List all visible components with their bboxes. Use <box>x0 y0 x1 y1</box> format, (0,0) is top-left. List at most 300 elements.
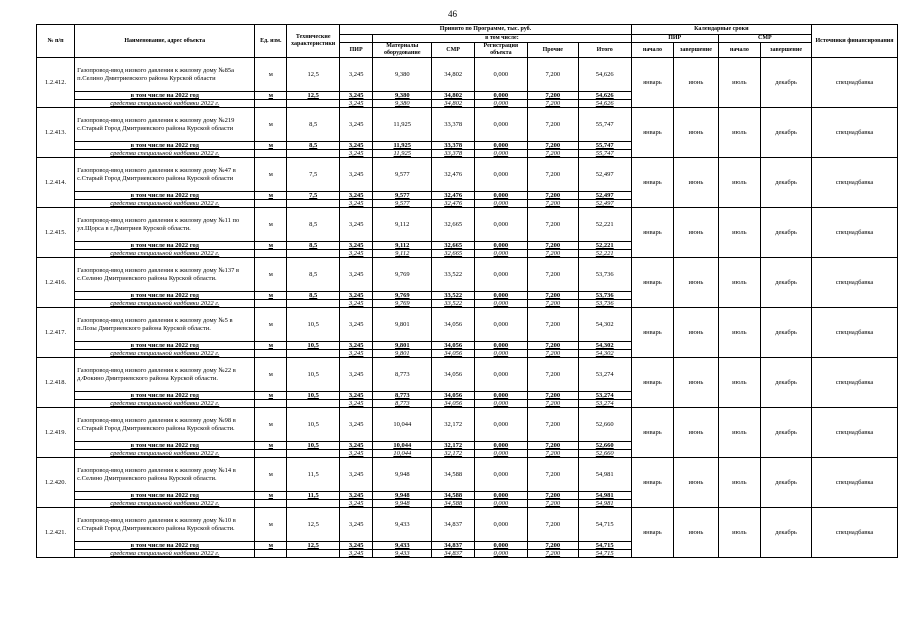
calendar-group-header: Календарные сроки <box>631 25 811 35</box>
pir-cell: 3,245 <box>340 200 373 208</box>
source-cell: спецнадбавка <box>812 458 898 508</box>
registration-cell: 0,000 <box>474 450 527 458</box>
materials-cell: 8,773 <box>373 400 432 408</box>
object-name: Газопровод-ввод низкого давления к жилому дому №219 с.Старый Город Дмитриевского района Курской области <box>75 108 255 142</box>
smr-cell: 32,476 <box>432 158 474 192</box>
unit-cell: м <box>255 508 287 542</box>
col-pir-start-header: начало <box>631 43 673 58</box>
col-pir-end-header: завершение <box>674 43 719 58</box>
pir-cell: 3,245 <box>340 458 373 492</box>
other-cell: 7,200 <box>527 92 578 100</box>
tech-cell: 8,5 <box>287 142 340 150</box>
tech-cell: 8,5 <box>287 292 340 300</box>
row-number: 1.2.414. <box>37 158 75 208</box>
total-cell: 54,715 <box>578 542 631 550</box>
row-number: 1.2.421. <box>37 508 75 558</box>
materials-cell: 9,577 <box>373 192 432 200</box>
registration-cell: 0,000 <box>474 258 527 292</box>
other-cell: 7,200 <box>527 242 578 250</box>
pir-cell: 3,245 <box>340 250 373 258</box>
pir-end-cell: июнь <box>674 108 719 158</box>
pir-cell: 3,245 <box>340 400 373 408</box>
calendar-pir-header: ПИР <box>631 35 718 43</box>
smr-cell: 33,378 <box>432 150 474 158</box>
smr-cell: 34,056 <box>432 308 474 342</box>
smr-cell: 34,588 <box>432 458 474 492</box>
registration-cell: 0,000 <box>474 358 527 392</box>
smr-end-cell: декабрь <box>761 308 812 358</box>
object-name: Газопровод-ввод низкого давления к жилому дому №47 в с.Старый Город Дмитриевского района Курской области <box>75 158 255 192</box>
pir-end-cell: июнь <box>674 408 719 458</box>
pir-end-cell: июнь <box>674 158 719 208</box>
smr-cell: 32,172 <box>432 450 474 458</box>
materials-cell: 11,925 <box>373 108 432 142</box>
unit-cell: м <box>255 408 287 442</box>
smr-cell: 34,056 <box>432 400 474 408</box>
other-cell: 7,200 <box>527 300 578 308</box>
total-cell: 52,221 <box>578 242 631 250</box>
smr-cell: 34,837 <box>432 508 474 542</box>
special-fund-label: средства специальной надбавки 2022 г. <box>75 450 255 458</box>
materials-cell: 9,948 <box>373 458 432 492</box>
smr-start-cell: июль <box>718 208 760 258</box>
object-name: Газопровод-ввод низкого давления к жилому дому №85а п.Селино Дмитриевского района Курской области <box>75 58 255 92</box>
tech-cell: 7,5 <box>287 192 340 200</box>
source-cell: спецнадбавка <box>812 58 898 108</box>
total-cell: 52,497 <box>578 192 631 200</box>
smr-cell: 33,522 <box>432 292 474 300</box>
smr-cell: 32,476 <box>432 192 474 200</box>
materials-cell: 10,044 <box>373 450 432 458</box>
pir-start-cell: январь <box>631 158 673 208</box>
registration-cell: 0,000 <box>474 200 527 208</box>
registration-cell: 0,000 <box>474 342 527 350</box>
materials-cell: 11,925 <box>373 142 432 150</box>
pir-start-cell: январь <box>631 408 673 458</box>
pir-end-cell: июнь <box>674 458 719 508</box>
registration-cell: 0,000 <box>474 292 527 300</box>
unit-cell: м <box>255 108 287 142</box>
tech-cell: 12,5 <box>287 58 340 92</box>
year-2022-label: в том числе на 2022 год <box>75 92 255 100</box>
pir-cell: 3,245 <box>340 450 373 458</box>
other-cell: 7,200 <box>527 208 578 242</box>
smr-start-cell: июль <box>718 108 760 158</box>
smr-cell: 34,837 <box>432 550 474 558</box>
smr-cell: 32,476 <box>432 200 474 208</box>
other-cell: 7,200 <box>527 58 578 92</box>
smr-cell: 34,588 <box>432 500 474 508</box>
page-number: 46 <box>448 9 457 19</box>
smr-cell: 33,378 <box>432 142 474 150</box>
pir-cell: 3,245 <box>340 300 373 308</box>
materials-cell: 10,044 <box>373 442 432 450</box>
tech-cell <box>287 250 340 258</box>
row-number: 1.2.420. <box>37 458 75 508</box>
total-cell: 54,715 <box>578 550 631 558</box>
registration-cell: 0,000 <box>474 392 527 400</box>
object-name: Газопровод-ввод низкого давления к жилому дому №11 по ул.Щорса в г.Дмитриев Курской области. <box>75 208 255 242</box>
materials-cell: 9,948 <box>373 492 432 500</box>
smr-cell: 32,665 <box>432 208 474 242</box>
tech-cell: 12,5 <box>287 92 340 100</box>
year-2022-label: в том числе на 2022 год <box>75 142 255 150</box>
registration-cell: 0,000 <box>474 142 527 150</box>
pir-cell: 3,245 <box>340 58 373 92</box>
pir-cell: 3,245 <box>340 108 373 142</box>
year-2022-label: в том числе на 2022 год <box>75 492 255 500</box>
materials-cell: 9,801 <box>373 308 432 342</box>
total-cell: 54,981 <box>578 500 631 508</box>
other-cell: 7,200 <box>527 158 578 192</box>
tech-cell <box>287 500 340 508</box>
pir-cell: 3,245 <box>340 500 373 508</box>
materials-cell: 8,773 <box>373 392 432 400</box>
total-cell: 53,736 <box>578 258 631 292</box>
other-cell: 7,200 <box>527 108 578 142</box>
tech-cell: 8,5 <box>287 242 340 250</box>
registration-cell: 0,000 <box>474 542 527 550</box>
registration-cell: 0,000 <box>474 350 527 358</box>
tech-cell <box>287 150 340 158</box>
total-cell: 55,747 <box>578 142 631 150</box>
tech-cell: 10,5 <box>287 342 340 350</box>
other-cell: 7,200 <box>527 450 578 458</box>
tech-cell: 10,5 <box>287 408 340 442</box>
registration-cell: 0,000 <box>474 300 527 308</box>
table-row <box>37 208 898 242</box>
calendar-smr-header: СМР <box>718 35 811 43</box>
smr-cell: 34,802 <box>432 100 474 108</box>
source-cell: спецнадбавка <box>812 308 898 358</box>
tech-cell <box>287 450 340 458</box>
table-row <box>37 58 898 92</box>
unit-cell: м <box>255 492 287 500</box>
table-row <box>37 358 898 392</box>
smr-cell: 34,056 <box>432 350 474 358</box>
col-tech-header: Технические характеристики <box>287 25 340 58</box>
tech-cell <box>287 200 340 208</box>
table-row <box>37 458 898 492</box>
pir-start-cell: январь <box>631 58 673 108</box>
total-cell: 54,981 <box>578 458 631 492</box>
other-cell: 7,200 <box>527 542 578 550</box>
year-2022-label: в том числе на 2022 год <box>75 542 255 550</box>
col-smr-start-header: начало <box>718 43 760 58</box>
unit-cell <box>255 400 287 408</box>
registration-cell: 0,000 <box>474 442 527 450</box>
smr-end-cell: декабрь <box>761 108 812 158</box>
registration-cell: 0,000 <box>474 208 527 242</box>
object-name: Газопровод-ввод низкого давления к жилому дому №137 в с.Селино Дмитриевского района Курской области. <box>75 258 255 292</box>
other-cell: 7,200 <box>527 100 578 108</box>
smr-cell: 33,522 <box>432 258 474 292</box>
accepted-group-header: Принято по Программе, тыс. руб. <box>340 25 632 35</box>
materials-cell: 9,112 <box>373 250 432 258</box>
other-cell: 7,200 <box>527 342 578 350</box>
unit-cell: м <box>255 342 287 350</box>
total-cell: 54,626 <box>578 58 631 92</box>
table-row <box>37 108 898 142</box>
col-registration-header: Регистрация объекта <box>474 43 527 58</box>
table-row <box>37 258 898 292</box>
special-fund-label: средства специальной надбавки 2022 г. <box>75 400 255 408</box>
total-cell: 52,660 <box>578 450 631 458</box>
tech-cell: 8,5 <box>287 108 340 142</box>
unit-cell <box>255 350 287 358</box>
smr-end-cell: декабрь <box>761 58 812 108</box>
pir-cell: 3,245 <box>340 142 373 150</box>
other-cell: 7,200 <box>527 508 578 542</box>
col-total-header: Итого <box>578 43 631 58</box>
object-name: Газопровод-ввод низкого давления к жилому дому №10 в с.Старый Город Дмитриевского района Курской области. <box>75 508 255 542</box>
unit-cell <box>255 250 287 258</box>
materials-cell: 8,773 <box>373 358 432 392</box>
total-cell: 54,302 <box>578 342 631 350</box>
materials-cell: 10,044 <box>373 408 432 442</box>
pir-start-cell: январь <box>631 258 673 308</box>
smr-cell: 34,056 <box>432 342 474 350</box>
tech-cell: 8,5 <box>287 258 340 292</box>
source-cell: спецнадбавка <box>812 108 898 158</box>
table-row <box>37 408 898 442</box>
pir-cell: 3,245 <box>340 492 373 500</box>
col-pir-header: ПИР <box>340 43 373 58</box>
smr-cell: 34,802 <box>432 58 474 92</box>
pir-cell: 3,245 <box>340 158 373 192</box>
source-cell: спецнадбавка <box>812 158 898 208</box>
tech-cell: 12,5 <box>287 542 340 550</box>
registration-cell: 0,000 <box>474 408 527 442</box>
program-table <box>36 24 898 558</box>
registration-cell: 0,000 <box>474 250 527 258</box>
materials-cell: 9,112 <box>373 242 432 250</box>
pir-start-cell: январь <box>631 508 673 558</box>
total-cell: 54,626 <box>578 100 631 108</box>
smr-end-cell: декабрь <box>761 508 812 558</box>
special-fund-label: средства специальной надбавки 2022 г. <box>75 250 255 258</box>
unit-cell: м <box>255 458 287 492</box>
smr-start-cell: июль <box>718 258 760 308</box>
smr-cell: 34,056 <box>432 392 474 400</box>
table-row <box>37 508 898 542</box>
smr-end-cell: декабрь <box>761 158 812 208</box>
col-number-header: № п/п <box>37 25 75 58</box>
smr-cell: 34,588 <box>432 492 474 500</box>
pir-start-cell: январь <box>631 358 673 408</box>
special-fund-label: средства специальной надбавки 2022 г. <box>75 200 255 208</box>
unit-cell: м <box>255 58 287 92</box>
materials-cell: 9,112 <box>373 208 432 242</box>
registration-cell: 0,000 <box>474 92 527 100</box>
object-name: Газопровод-ввод низкого давления к жилому дому №98 в с.Старый Город Дмитриевского района Курской области. <box>75 408 255 442</box>
smr-end-cell: декабрь <box>761 408 812 458</box>
tech-cell: 11,5 <box>287 458 340 492</box>
other-cell: 7,200 <box>527 258 578 292</box>
pir-start-cell: январь <box>631 458 673 508</box>
other-cell: 7,200 <box>527 500 578 508</box>
source-cell: спецнадбавка <box>812 358 898 408</box>
pir-cell: 3,245 <box>340 292 373 300</box>
col-name-header: Наименование, адрес объекта <box>75 25 255 58</box>
pir-cell: 3,245 <box>340 100 373 108</box>
special-fund-label: средства специальной надбавки 2022 г. <box>75 300 255 308</box>
pir-cell: 3,245 <box>340 150 373 158</box>
other-cell: 7,200 <box>527 250 578 258</box>
tech-cell <box>287 400 340 408</box>
smr-start-cell: июль <box>718 508 760 558</box>
materials-cell: 9,769 <box>373 292 432 300</box>
smr-cell: 32,665 <box>432 242 474 250</box>
materials-cell: 9,380 <box>373 58 432 92</box>
smr-start-cell: июль <box>718 458 760 508</box>
smr-cell: 34,837 <box>432 542 474 550</box>
total-cell: 54,715 <box>578 508 631 542</box>
unit-cell <box>255 100 287 108</box>
pir-cell: 3,245 <box>340 92 373 100</box>
unit-cell <box>255 200 287 208</box>
materials-cell: 9,577 <box>373 200 432 208</box>
other-cell: 7,200 <box>527 358 578 392</box>
total-cell: 52,497 <box>578 200 631 208</box>
unit-cell <box>255 550 287 558</box>
total-cell: 54,302 <box>578 350 631 358</box>
registration-cell: 0,000 <box>474 492 527 500</box>
materials-cell: 9,769 <box>373 258 432 292</box>
other-cell: 7,200 <box>527 458 578 492</box>
col-smr-end-header: завершение <box>761 43 812 58</box>
registration-cell: 0,000 <box>474 308 527 342</box>
total-cell: 52,221 <box>578 250 631 258</box>
other-cell: 7,200 <box>527 400 578 408</box>
tech-cell <box>287 100 340 108</box>
row-number: 1.2.417. <box>37 308 75 358</box>
materials-cell: 9,380 <box>373 100 432 108</box>
tech-cell <box>287 550 340 558</box>
tech-cell <box>287 350 340 358</box>
smr-cell: 34,056 <box>432 358 474 392</box>
materials-cell: 9,577 <box>373 158 432 192</box>
unit-cell <box>255 300 287 308</box>
unit-cell: м <box>255 158 287 192</box>
total-cell: 52,660 <box>578 408 631 442</box>
unit-cell: м <box>255 292 287 300</box>
total-cell: 52,221 <box>578 208 631 242</box>
registration-cell: 0,000 <box>474 400 527 408</box>
pir-end-cell: июнь <box>674 58 719 108</box>
smr-start-cell: июль <box>718 58 760 108</box>
program-table-frame <box>36 24 898 558</box>
pir-cell: 3,245 <box>340 358 373 392</box>
total-cell: 53,736 <box>578 292 631 300</box>
smr-start-cell: июль <box>718 308 760 358</box>
object-name: Газопровод-ввод низкого давления к жилому дому №5 в п.Лозы Дмитриевского района Курской области. <box>75 308 255 342</box>
unit-cell: м <box>255 358 287 392</box>
tech-cell: 10,5 <box>287 308 340 342</box>
pir-end-cell: июнь <box>674 208 719 258</box>
total-cell: 54,302 <box>578 308 631 342</box>
pir-cell: 3,245 <box>340 258 373 292</box>
tech-cell: 12,5 <box>287 508 340 542</box>
smr-end-cell: декабрь <box>761 458 812 508</box>
pir-cell: 3,245 <box>340 408 373 442</box>
pir-end-cell: июнь <box>674 258 719 308</box>
registration-cell: 0,000 <box>474 150 527 158</box>
col-source-header: Источники финансирования <box>812 25 898 58</box>
unit-cell <box>255 500 287 508</box>
year-2022-label: в том числе на 2022 год <box>75 442 255 450</box>
source-cell: спецнадбавка <box>812 408 898 458</box>
pir-start-cell: январь <box>631 308 673 358</box>
materials-cell: 11,925 <box>373 150 432 158</box>
year-2022-label: в том числе на 2022 год <box>75 292 255 300</box>
table-row <box>37 308 898 342</box>
other-cell: 7,200 <box>527 350 578 358</box>
smr-cell: 33,378 <box>432 108 474 142</box>
registration-cell: 0,000 <box>474 100 527 108</box>
total-cell: 53,274 <box>578 392 631 400</box>
other-cell: 7,200 <box>527 392 578 400</box>
row-number: 1.2.412. <box>37 58 75 108</box>
smr-cell: 34,802 <box>432 92 474 100</box>
registration-cell: 0,000 <box>474 58 527 92</box>
total-cell: 53,274 <box>578 400 631 408</box>
year-2022-label: в том числе на 2022 год <box>75 392 255 400</box>
other-cell: 7,200 <box>527 442 578 450</box>
total-cell: 52,497 <box>578 158 631 192</box>
materials-cell: 9,801 <box>373 342 432 350</box>
pir-start-cell: январь <box>631 108 673 158</box>
unit-cell: м <box>255 192 287 200</box>
total-cell: 55,747 <box>578 150 631 158</box>
col-materials-header: Материалы оборудование <box>373 43 432 58</box>
smr-start-cell: июль <box>718 408 760 458</box>
materials-cell: 9,380 <box>373 92 432 100</box>
materials-cell: 9,433 <box>373 508 432 542</box>
unit-cell <box>255 150 287 158</box>
special-fund-label: средства специальной надбавки 2022 г. <box>75 550 255 558</box>
tech-cell <box>287 300 340 308</box>
unit-cell: м <box>255 208 287 242</box>
registration-cell: 0,000 <box>474 158 527 192</box>
registration-cell: 0,000 <box>474 508 527 542</box>
materials-cell: 9,801 <box>373 350 432 358</box>
tech-cell: 10,5 <box>287 442 340 450</box>
program-table-body <box>37 58 898 558</box>
unit-cell: м <box>255 142 287 150</box>
source-cell: спецнадбавка <box>812 508 898 558</box>
other-cell: 7,200 <box>527 150 578 158</box>
unit-cell: м <box>255 442 287 450</box>
registration-cell: 0,000 <box>474 550 527 558</box>
total-cell: 52,660 <box>578 442 631 450</box>
registration-cell: 0,000 <box>474 242 527 250</box>
total-cell: 53,274 <box>578 358 631 392</box>
row-number: 1.2.416. <box>37 258 75 308</box>
smr-cell: 32,172 <box>432 408 474 442</box>
other-cell: 7,200 <box>527 308 578 342</box>
unit-cell: м <box>255 542 287 550</box>
pir-cell: 3,245 <box>340 192 373 200</box>
pir-cell: 3,245 <box>340 508 373 542</box>
pir-end-cell: июнь <box>674 358 719 408</box>
table-row <box>37 158 898 192</box>
pir-cell: 3,245 <box>340 392 373 400</box>
other-cell: 7,200 <box>527 408 578 442</box>
other-cell: 7,200 <box>527 550 578 558</box>
pir-start-cell: январь <box>631 208 673 258</box>
row-number: 1.2.418. <box>37 358 75 408</box>
